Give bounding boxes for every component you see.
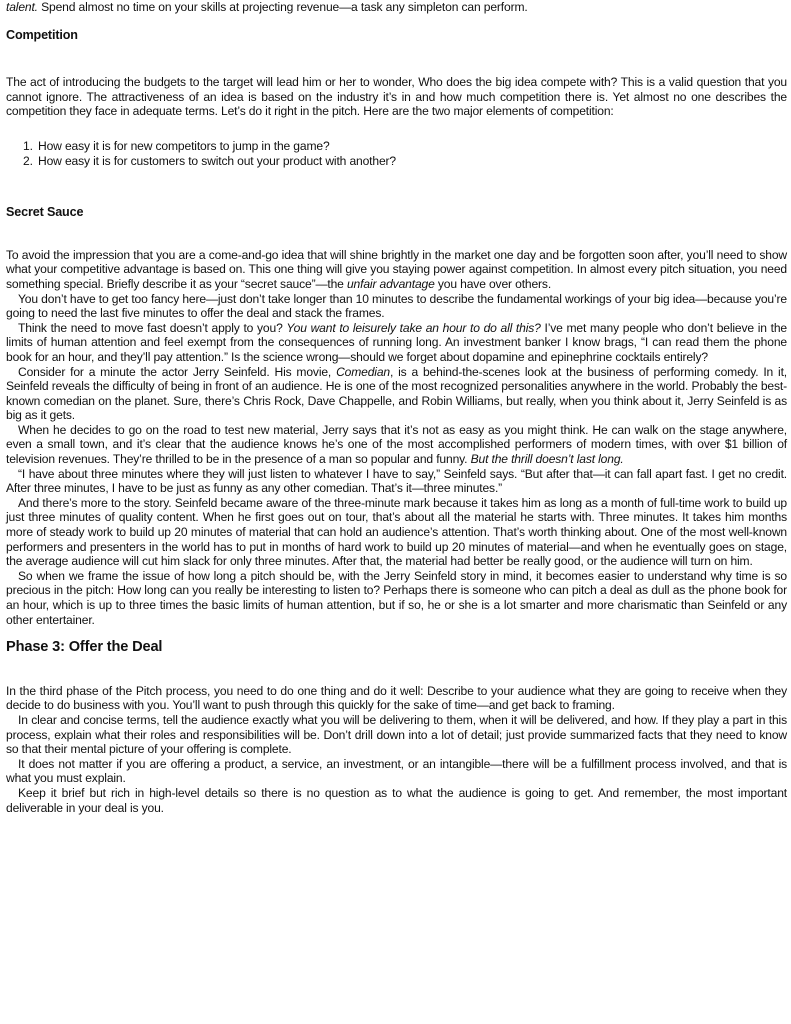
text-segment: , is a behind-the-scenes look at the business of performing comedy. In it, Seinfeld reveals the difficulty of being in front of an audience. He is one of the most recognized personalities anywhere in the world. Probably the best-known comedian on the planet. Sure, there’s Chris Rock, Dave Chappelle, and Robin Williams, but really, when you think about it, Jerry Seinfeld is as big as it gets. [6,364,787,423]
intro-text: Spend almost no time on your skills at projecting revenue—a task any simpleton can perform. [37,0,528,14]
text-segment: Think the need to move fast doesn’t apply to you? [18,320,287,335]
text-segment: To avoid the impression that you are a come-and-go idea that will shine brightly in the market one day and be forgotten soon after, you’ll need to show what your competitive advantage is based on. This one thing will give you staying power against competition. In almost every pitch situation, you need something special. Briefly describe it as your “secret sauce”—the [6,247,787,291]
phase3-heading: Phase 3: Offer the Deal [6,639,163,656]
phase3-paragraph-4: Keep it brief but rich in high-level details so there is no question as to what the audience is going to get. And remember, the most important deliverable in your deal is you. [6,785,787,815]
secret-sauce-paragraph-7: And there’s more to the story. Seinfeld became aware of the three-minute mark because it takes him as long as a month of full-time work to build up just three minutes of quality content. When he first goes out on tour, that’s about all the material he starts with. Three minutes. It takes him months more of steady work to build up 20 minutes of material that can hold an audience’s attention. That’s worth thinking about. One of the most well-known performers and presenters in the world has to put in months of hard work to build up 20 minutes of material—and when he eventually goes on stage, the average audience will cut him slack for only three minutes. After that, the material had better be really good, or the audience will turn on him. [6,495,787,569]
emphasis: Comedian [336,364,390,379]
secret-sauce-heading: Secret Sauce [6,205,84,220]
text-segment: When he decides to go on the road to test new material, Jerry says that it’s not as easy as you might think. He can walk on the stage anywhere, even a small town, and it’s clear that the audience knows he’s one of the most accomplished performers of modern times, with over $1 billion of television revenues. They’re thrilled to be in the presence of a man so popular and funny. [6,422,787,467]
phase3-paragraph-2: In clear and concise terms, tell the audience exactly what you will be delivering to them, when it will be delivered, and how. If they play a part in this process, explain what their roles and responsibilities will be. Don’t drill down into a lot of detail; just provide summarized facts that they need to know so that their mental picture of your offering is complete. [6,712,787,757]
emphasis: unfair advantage [346,276,435,291]
text-segment: you have over others. [434,276,552,291]
intro-lead-italic: talent. [6,0,38,14]
intro-paragraph [6,0,787,15]
phase3-paragraph-3: It does not matter if you are offering a product, a service, an investment, or an intangible—there will be a fulfillment process involved, and that is what you must explain. [6,756,787,786]
secret-sauce-paragraph-8: So when we frame the issue of how long a pitch should be, with the Jerry Seinfeld story in mind, it becomes easier to understand why time is so precious in the pitch: How long can you really be interesting to listen to? Perhaps there is someone who can pitch a deal as dull as the phone book for an hour, which is up to three times the basic limits of human attention, but if so, he or she is a lot smarter and more charismatic than Seinfeld or any other entertainer. [6,568,787,627]
competition-list [6,139,787,168]
secret-sauce-paragraph-3 [6,321,787,365]
secret-sauce-paragraph-6: “I have about three minutes where they will just listen to whatever I have to say,” Seinfeld says. “But after that—it can fall apart fast. I get no credit. After three minutes, I have to be just as funny as any other comedian. That’s it—three minutes.” [6,466,787,496]
phase3-paragraph-1: In the third phase of the Pitch process, you need to do one thing and do it well: Describe to your audience what they are going to receive when they decide to do business with you. You’ll want to push through this quickly for the sake of time—and get back to framing. [6,683,787,713]
text-segment: I’ve met many people who don’t believe in the limits of human attention and feel exempt from the consequences of running long. An investment banker I know brags, “I can read them the phone book for an hour, and they’ll pay attention.” Is the science wrong—should we forget about dopamine and epinephrine cocktails entirely? [6,320,787,364]
secret-sauce-paragraph-2: You don’t have to get too fancy here—just don’t take longer than 10 minutes to describe the fundamental workings of your big idea—because you’re going to need the last five minutes to offer the deal and stack the frames. [6,291,787,321]
text-segment: Consider for a minute the actor Jerry Seinfeld. His movie, [18,364,337,379]
secret-sauce-paragraph-1 [6,248,787,292]
secret-sauce-paragraph-5 [6,423,787,467]
secret-sauce-paragraph-4 [6,365,787,423]
competition-paragraph: The act of introducing the budgets to the target will lead him or her to wonder, Who does the big idea compete with? This is a valid question that you cannot ignore. The attractiveness of an idea is based on the industry it’s in and how much competition there is. Yet almost no one describes the competition they face in adequate terms. Let’s do it right in the pitch. Here are the two major elements of competition: [6,75,787,119]
document-page [6,0,787,815]
list-item: 1. How easy it is for new competitors to jump in the game? [36,139,787,154]
list-item: 2. How easy it is for customers to switch out your product with another? [36,154,787,169]
emphasis: But the thrill doesn’t last long. [470,452,624,467]
emphasis: You want to leisurely take an hour to do all this? [286,320,541,335]
competition-heading: Competition [6,27,78,42]
